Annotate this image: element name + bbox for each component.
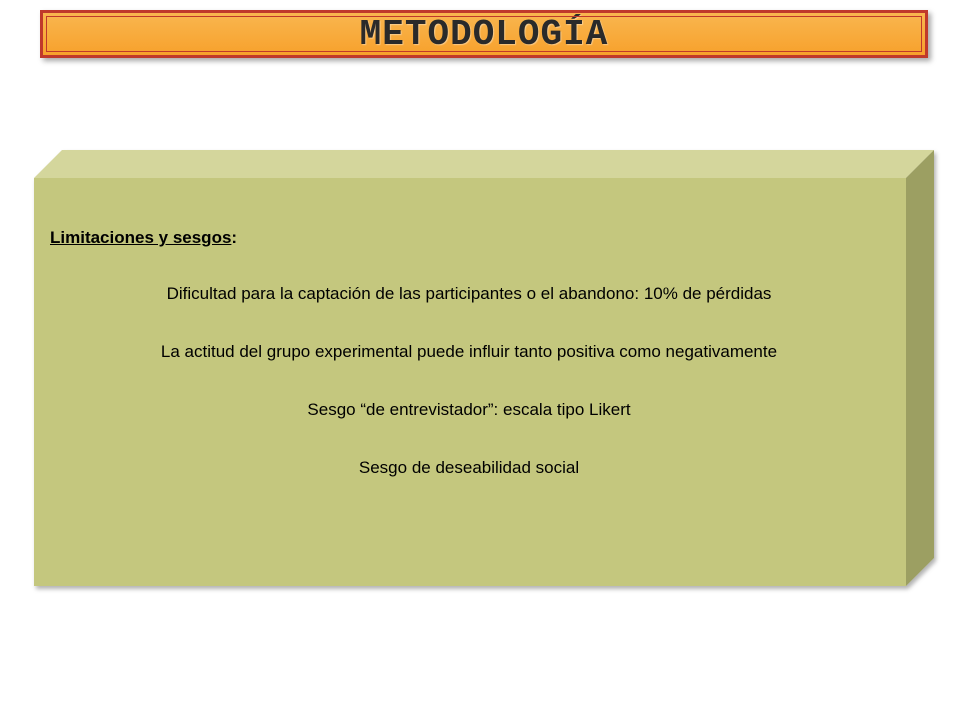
content-line-1: Dificultad para la captación de las participantes o el abandono: 10% de pérdidas [166, 284, 772, 303]
box-top-face [34, 150, 934, 178]
page-title: METODOLOGÍA [359, 13, 609, 55]
content-box-text [34, 178, 904, 586]
section-heading [50, 228, 237, 248]
content-line-3: Sesgo “de entrevistador”: escala tipo Likert [307, 400, 631, 419]
section-heading-label: Limitaciones y sesgos [50, 228, 232, 247]
section-heading-colon: : [231, 228, 238, 247]
content-line-2: La actitud del grupo experimental puede influir tanto positiva como negativamente [160, 342, 778, 361]
content-line-4: Sesgo de deseabilidad social [358, 458, 580, 477]
box-side-face [906, 150, 934, 586]
